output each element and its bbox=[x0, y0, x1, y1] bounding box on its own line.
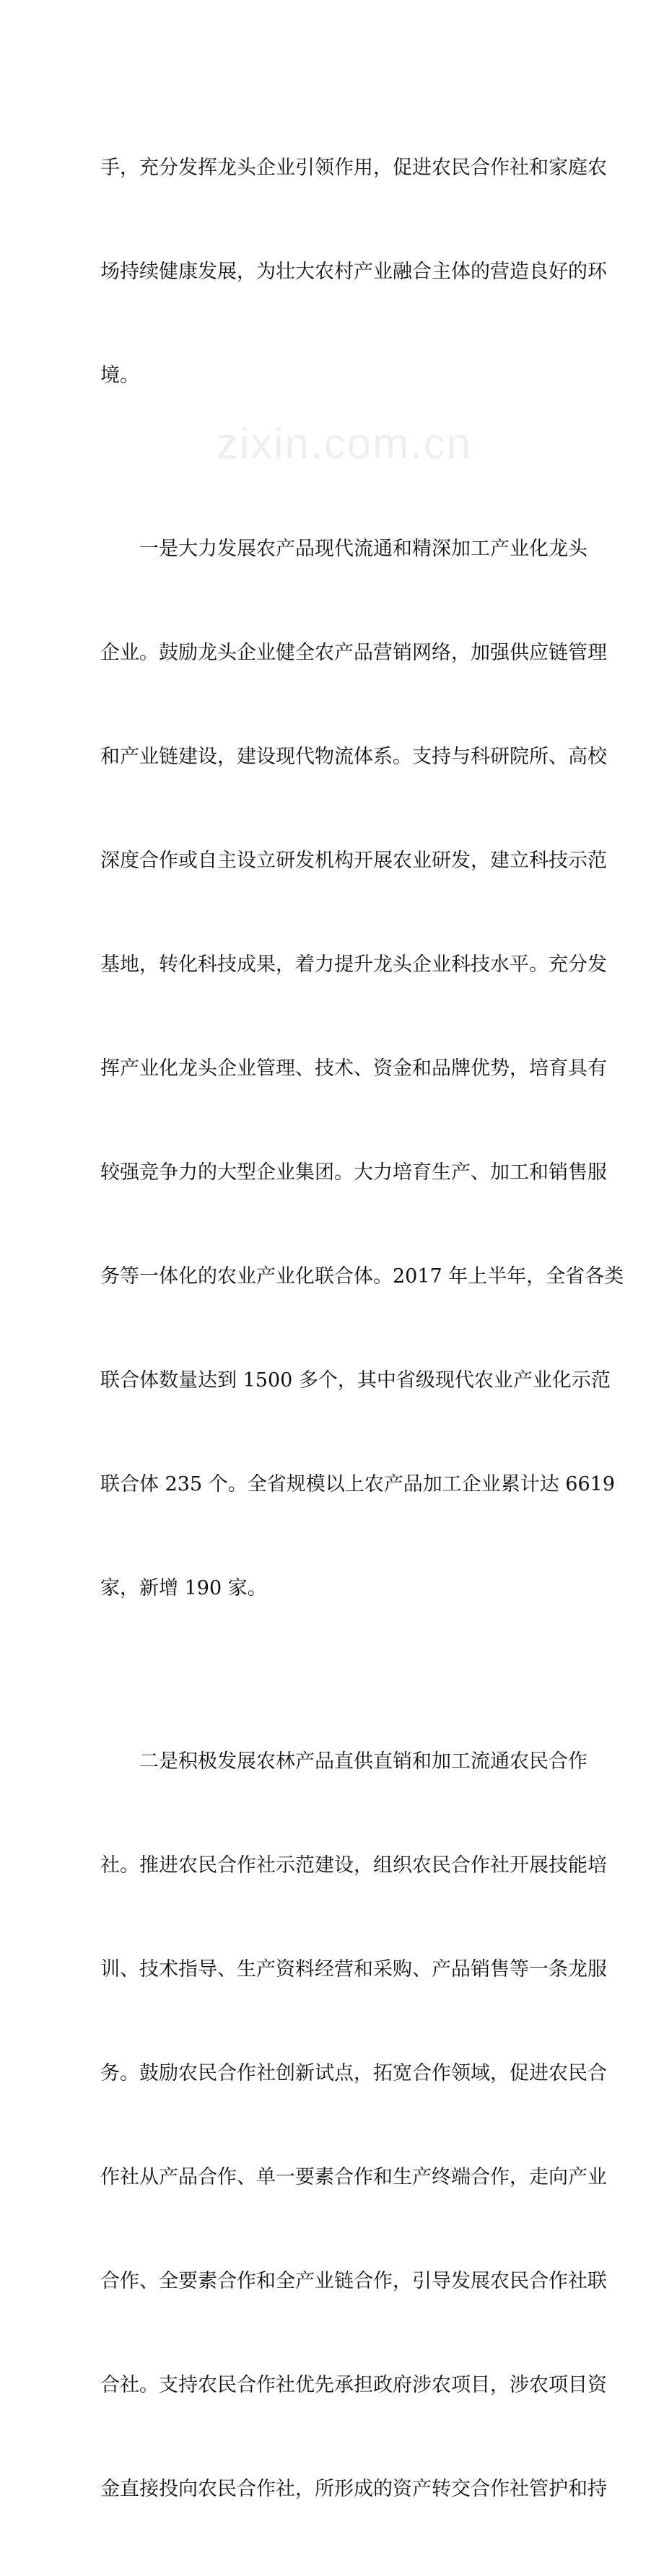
text-line: 二是积极发展农林产品直供直销和加工流通农民合作 bbox=[139, 1750, 587, 1773]
text-line: 挥产业化龙头企业管理、技术、资金和品牌优势，培育具有 bbox=[100, 1057, 607, 1080]
text-line: 基地，转化科技成果，着力提升龙头企业科技水平。充分发 bbox=[100, 953, 607, 976]
text-line: 深度合作或自主设立研发机构开展农业研发，建立科技示范 bbox=[100, 850, 607, 872]
text-line: 务。鼓励农民合作社创新试点，拓宽合作领域，促进农民合 bbox=[100, 2062, 607, 2084]
paragraph-2 bbox=[100, 463, 624, 1675]
text-line: 社。推进农民合作社示范建设，组织农民合作社开展技能培 bbox=[100, 1854, 607, 1877]
body-text bbox=[100, 82, 624, 2576]
text-line: 作社从产品合作、单一要素合作和生产终端合作，走向产业 bbox=[100, 2166, 607, 2188]
text-line: 境。 bbox=[100, 364, 139, 387]
text-line: 企业。鼓励龙头企业健全农产品营销网络，加强供应链管理 bbox=[100, 642, 607, 664]
text-line: 联合体数量达到 1500 多个，其中省级现代农业产业化示范 bbox=[100, 1369, 611, 1392]
text-line: 较强竞争力的大型企业集团。大力培育生产、加工和销售服 bbox=[100, 1161, 607, 1184]
text-line: 联合体 235 个。全省规模以上农产品加工企业累计达 6619 bbox=[100, 1473, 615, 1496]
text-line: 家，新增 190 家。 bbox=[100, 1577, 267, 1599]
text-line: 金直接投向农民合作社，所形成的资产转交合作社管护和持 bbox=[100, 2478, 607, 2500]
text-line: 合社。支持农民合作社优先承担政府涉农项目，涉农项目资 bbox=[100, 2374, 607, 2396]
text-line: 务等一体化的农业产业化联合体。2017 年上半年，全省各类 bbox=[100, 1265, 624, 1288]
text-line: 合作、全要素合作和全产业链合作，引导发展农民合作社联 bbox=[100, 2270, 607, 2292]
watermark: zixin.com.cn bbox=[217, 419, 473, 468]
text-line: 一是大力发展农产品现代流通和精深加工产业化龙头 bbox=[139, 538, 587, 560]
paragraph-3 bbox=[100, 1675, 607, 2576]
text-line: 训、技术指导、生产资料经营和采购、产品销售等一条龙服 bbox=[100, 1958, 607, 1981]
text-line: 手，充分发挥龙头企业引领作用，促进农民合作社和家庭农 bbox=[100, 157, 607, 179]
text-line: 场持续健康发展，为壮大农村产业融合主体的营造良好的环 bbox=[100, 261, 607, 283]
paragraph-1 bbox=[100, 82, 607, 463]
text-line: 和产业链建设，建设现代物流体系。支持与科研院所、高校 bbox=[100, 746, 607, 768]
